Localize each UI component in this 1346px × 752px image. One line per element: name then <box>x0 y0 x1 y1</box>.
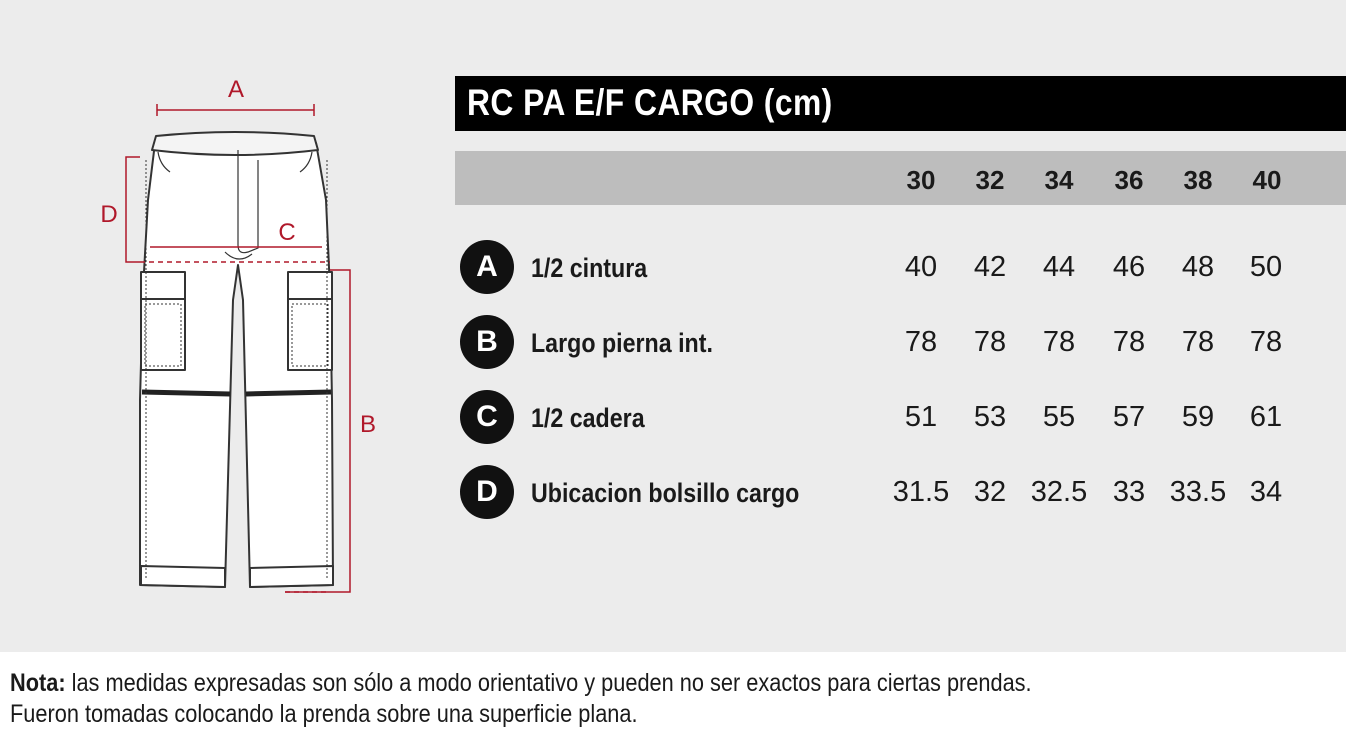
size-34: 34 <box>1044 165 1074 195</box>
row-value: 78 <box>973 326 1007 358</box>
row-value: 48 <box>1181 251 1215 283</box>
row-value: 42 <box>973 251 1007 283</box>
row-value: 61 <box>1249 401 1283 433</box>
row-value: 40 <box>904 251 938 283</box>
row-badge: C <box>460 390 514 444</box>
row-value: 44 <box>1042 251 1076 283</box>
note-text: las medidas expresadas son sólo a modo orientativo y pueden no ser exactos para ciertas prendas. <box>65 669 1032 697</box>
row-value: 32 <box>973 476 1007 508</box>
measure-row-b <box>0 315 1346 371</box>
chart-title: RC PA E/F CARGO (cm) <box>467 82 833 123</box>
size-32: 32 <box>975 165 1005 195</box>
measure-label-a: A <box>227 76 245 103</box>
footnote-line-1 <box>10 668 1032 699</box>
row-value: 78 <box>1181 326 1215 358</box>
row-value: 34 <box>1249 476 1283 508</box>
row-label: Ubicacion bolsillo cargo <box>531 478 800 508</box>
row-value: 50 <box>1249 251 1283 283</box>
measure-label-d: D <box>100 201 118 228</box>
row-value: 78 <box>1042 326 1076 358</box>
size-40: 40 <box>1252 165 1282 195</box>
row-value: 55 <box>1042 401 1076 433</box>
measure-label-c: C <box>278 219 296 246</box>
row-value: 53 <box>973 401 1007 433</box>
measure-row-a <box>0 240 1346 296</box>
row-value: 31.5 <box>892 476 950 508</box>
measure-row-c <box>0 390 1346 446</box>
row-value: 78 <box>1249 326 1283 358</box>
row-badge: A <box>460 240 514 294</box>
chart-title-bar <box>455 76 1346 131</box>
measure-row-d <box>0 465 1346 521</box>
measure-label-b: B <box>359 411 377 438</box>
row-badge: B <box>460 315 514 369</box>
footnote-line-2: Fueron tomadas colocando la prenda sobre una superficie plana. <box>10 700 638 728</box>
row-label: 1/2 cadera <box>531 403 645 433</box>
row-value: 59 <box>1181 401 1215 433</box>
row-value: 33.5 <box>1169 476 1227 508</box>
row-value: 51 <box>904 401 938 433</box>
row-value: 32.5 <box>1030 476 1088 508</box>
size-36: 36 <box>1114 165 1144 195</box>
row-label: Largo pierna int. <box>531 328 713 358</box>
note-label: Nota: <box>10 669 66 697</box>
size-38: 38 <box>1183 165 1213 195</box>
row-value: 57 <box>1112 401 1146 433</box>
row-value: 33 <box>1112 476 1146 508</box>
size-30: 30 <box>906 165 936 195</box>
footnote <box>10 668 1032 730</box>
size-header-row <box>455 151 1346 205</box>
cargo-pants-diagram <box>0 0 440 620</box>
row-badge: D <box>460 465 514 519</box>
row-value: 78 <box>904 326 938 358</box>
row-label: 1/2 cintura <box>531 253 648 283</box>
row-value: 78 <box>1112 326 1146 358</box>
row-value: 46 <box>1112 251 1146 283</box>
